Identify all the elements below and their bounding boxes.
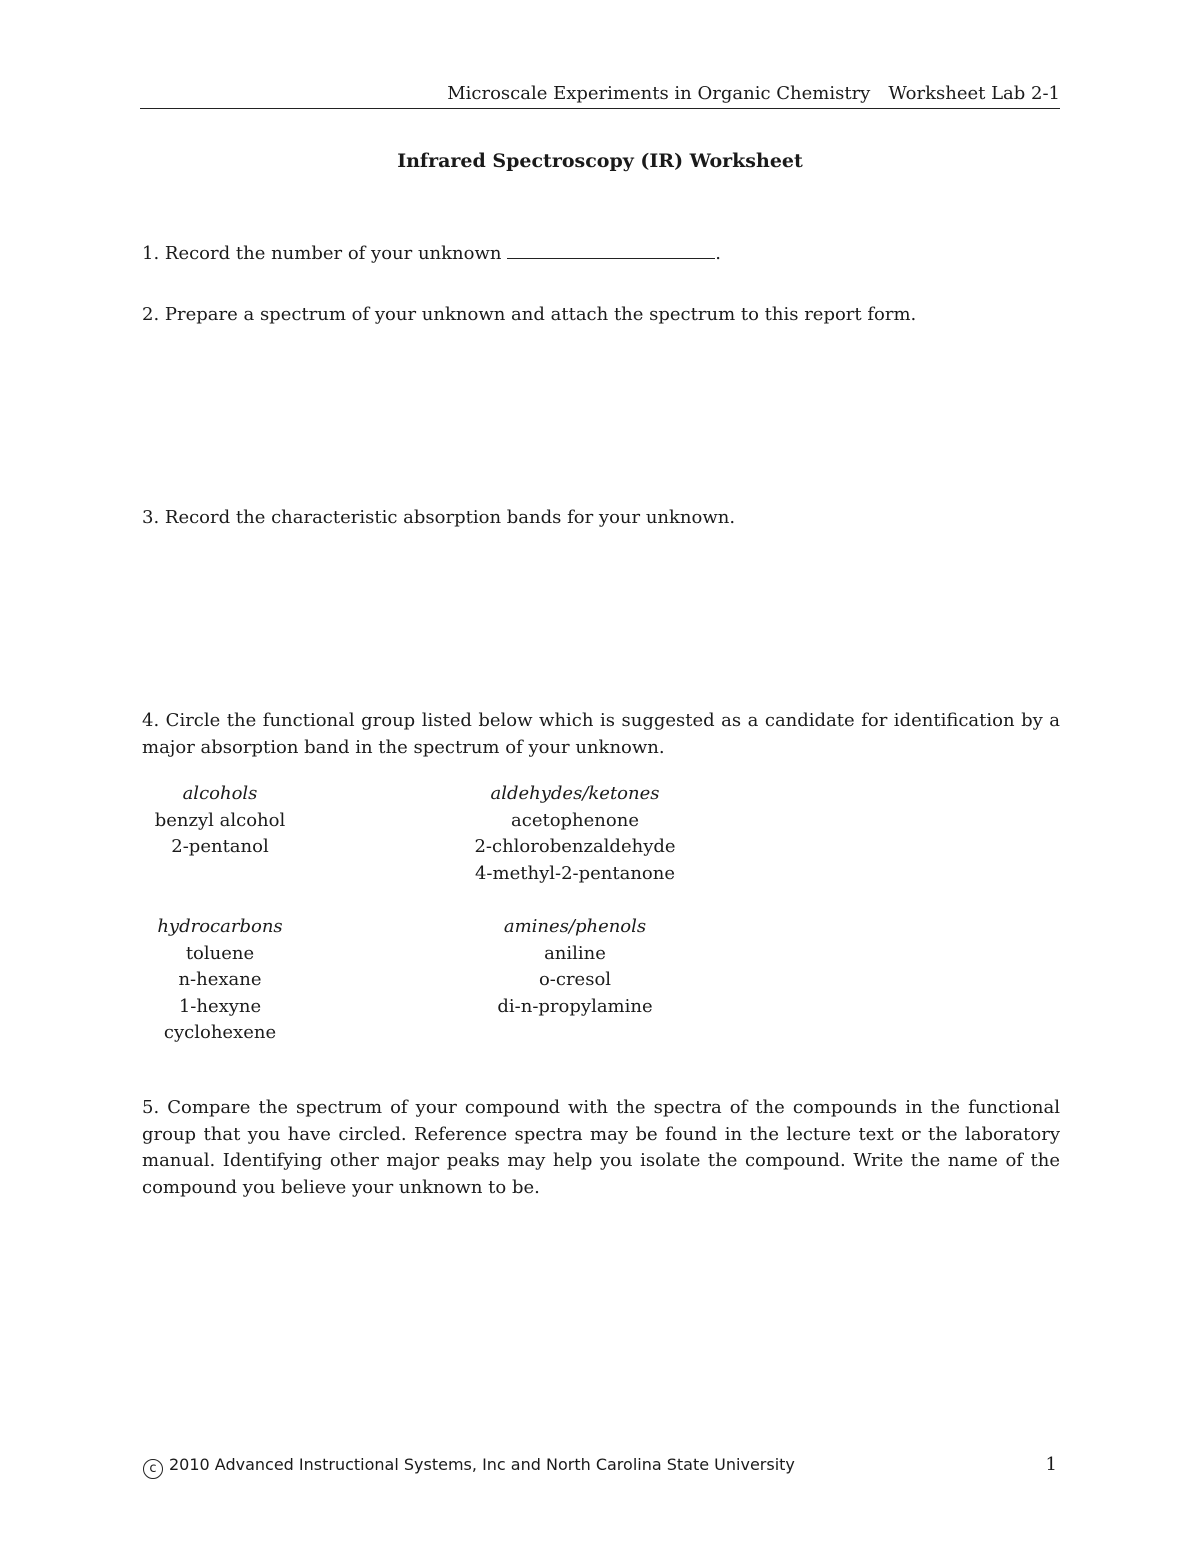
group-heading: alcohols: [182, 783, 258, 804]
question-1: [142, 240, 1060, 268]
question-2-text: 2. Prepare a spectrum of your unknown and attach the spectrum to this report form.: [142, 304, 917, 325]
group-aldehydes-ketones: [455, 781, 695, 887]
question-5: [142, 1095, 1060, 1201]
page-number: 1: [1045, 1454, 1057, 1475]
compound-item[interactable]: 4-methyl-2-pentanone: [474, 862, 676, 884]
question-2: [142, 302, 1060, 329]
group-hydrocarbons: [140, 914, 300, 1047]
page-footer: [143, 1453, 1060, 1479]
group-heading: amines/phenols: [503, 916, 647, 937]
copyright-text: 2010 Advanced Instructional Systems, Inc and North Carolina State University: [169, 1455, 795, 1474]
compound-item[interactable]: cyclohexene: [163, 1022, 277, 1043]
question-5-text: 5. Compare the spectrum of your compound with the spectra of the compounds in the functional group that you have circled. Reference spectra may be found in the lecture text or the laboratory manual. Identifying other major peaks may help you isolate the compound. Write the name of the compound you believe your unknown to be.: [142, 1097, 1060, 1198]
compound-item[interactable]: o-cresol: [538, 969, 612, 990]
compound-item[interactable]: n-hexane: [178, 969, 262, 990]
question-4-text: 4. Circle the functional group listed below which is suggested as a candidate for identification by a major absorption band in the spectrum of your unknown.: [142, 710, 1060, 758]
compound-item[interactable]: 1-hexyne: [178, 995, 262, 1017]
page-header: [140, 82, 1060, 109]
page-title: Infrared Spectroscopy (IR) Worksheet: [397, 150, 803, 172]
compound-item[interactable]: toluene: [185, 942, 255, 964]
compound-item[interactable]: benzyl alcohol: [154, 809, 286, 831]
functional-groups: [140, 781, 700, 1051]
header-course: Microscale Experiments in Organic Chemistry: [447, 83, 871, 104]
group-amines-phenols: [455, 914, 695, 1020]
group-heading: hydrocarbons: [157, 916, 283, 937]
compound-item[interactable]: 2-pentanol: [171, 836, 269, 857]
unknown-number-blank[interactable]: [507, 240, 715, 259]
question-3: [142, 505, 1060, 532]
question-1-end: .: [715, 243, 721, 264]
compound-item[interactable]: aniline: [544, 942, 606, 964]
compound-item[interactable]: acetophenone: [511, 809, 639, 831]
copyright-icon: c: [143, 1459, 163, 1479]
group-alcohols: [140, 781, 300, 861]
group-heading: aldehydes/ketones: [490, 783, 660, 804]
compound-item[interactable]: 2-chlorobenzaldehyde: [474, 836, 676, 857]
question-3-text: 3. Record the characteristic absorption bands for your unknown.: [142, 507, 736, 528]
question-1-text: 1. Record the number of your unknown: [142, 243, 502, 264]
question-4: [142, 708, 1060, 761]
header-lab: Worksheet Lab 2-1: [888, 83, 1060, 104]
compound-item[interactable]: di-n-propylamine: [497, 995, 653, 1017]
